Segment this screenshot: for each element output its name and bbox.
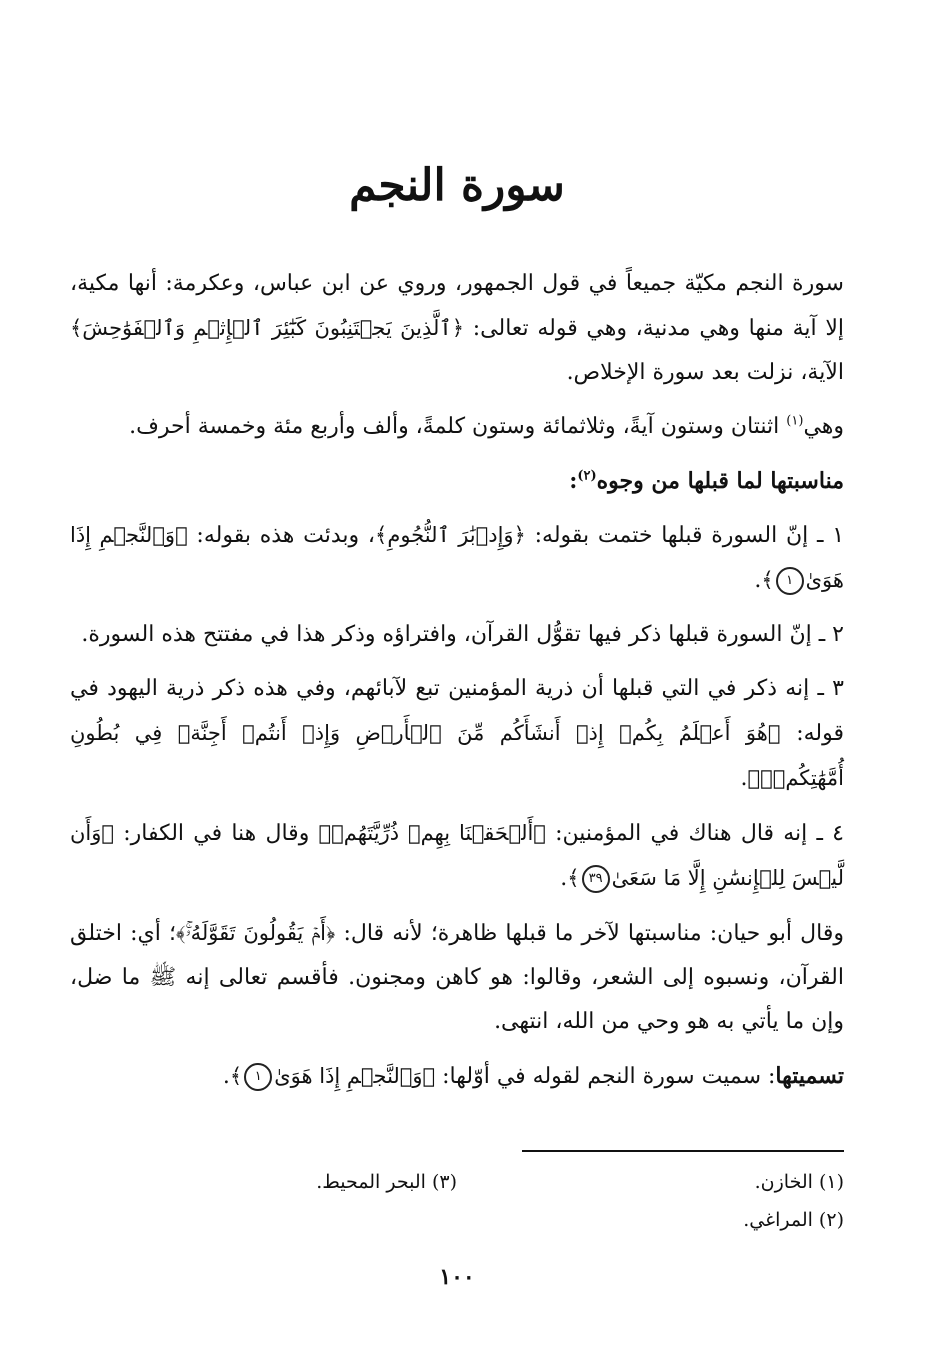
footnote-3: (٣) البحر المحيط. [316,1171,457,1193]
ayah-number-icon: ١ [244,1063,272,1091]
quran-verse: ﴿وَإِدۡبَٰرَ ٱلنُّجُومِ﴾ [375,523,526,547]
quran-verse: ﴿وَٱلنَّجۡمِ إِذَا هَوَىٰ [70,523,844,592]
bracket: ﴾ [229,1064,243,1088]
ayah-number-icon: ٣٩ [582,865,610,893]
text: سورة النجم مكيّة جميعاً في قول الجمهور، وروي عن ابن عباس، وعكرمة: أنها مكية، إلا آية منها وهي مدنية، وهي قوله تعالى: [70,271,844,341]
heading-text: تسميتها [775,1063,844,1089]
bracket: ﴾ [567,866,580,890]
text: . [222,1064,230,1089]
heading-text: مناسبتها لما قبلها من وجوه [596,468,844,494]
text: اثنتان وستون آيةً، وثلاثمائة وستون كلمةً، وألف وأربع مئة وخمسة أحرف. [129,414,787,439]
footnote-ref-1[interactable]: (١) [786,413,804,429]
text: ؛ أي: اختلق القرآن، ونسبوه إلى الشعر، وقالوا: هو كاهن ومجنون. فأقسم تعالى إنه ﷺ ما ضل، وإن ما يأتي به هو وحي من الله، انتهى. [70,921,844,1034]
text: ٣ ـ إنه ذكر في التي قبلها أن ذرية المؤمنين تبع لآبائهم، وفي هذه ذكر ذرية اليهود في قوله: [70,676,844,746]
quran-verse: ﴿ٱلَّذِينَ يَجۡتَنِبُونَ كَبَٰٓئِرَ ٱلۡإِثۡمِ وَٱلۡفَوَٰحِشَ﴾ [70,316,465,340]
text: ، وبدئت هذه بقوله: [187,523,376,548]
page [70,0,844,1363]
footnote-ref-2[interactable]: (٢) [577,468,597,484]
paragraph-intro [70,262,844,395]
paragraph-point-2 [70,613,844,657]
footnote-1: (١) الخازن. [754,1171,844,1193]
footnote-row [70,1163,844,1201]
ayah-number-icon: ١ [776,567,804,595]
text: . [754,568,762,593]
page-number: ١٠٠ [439,1264,475,1290]
paragraph-counts [70,405,844,449]
bracket: ﴾ [761,568,774,592]
paragraph-point-3 [70,667,844,801]
text: وقال هنا في الكفار: [114,821,319,846]
text: ٢ ـ إنّ السورة قبلها ذكر فيها تقوُّل القرآن، وافتراؤه وذكر هذا في مفتتح هذه السورة. [81,622,844,647]
quran-verse: ﴿هُوَ أَعۡلَمُ بِكُمۡ إِذۡ أَنشَأَكُم مِّنَ ٱلۡأَرۡضِ وَإِذۡ أَنتُمۡ أَجِنَّةٞ فِي بُطُونِ أُمَّهَٰتِكُمۡۖ﴾ [70,721,844,790]
text: وهي [803,414,844,439]
page-title: سورة النجم [349,160,565,211]
paragraph-naming [70,1054,844,1099]
paragraph-point-1 [70,513,844,603]
footnotes [70,1163,844,1239]
text: ١ ـ إنّ السورة قبلها ختمت بقوله: [525,523,845,548]
quran-verse: ﴿أَمۡ يَقُولُونَ تَقَوَّلَهُۥۚ﴾ [176,921,336,945]
text: ٤ ـ إنه قال هناك في المؤمنين: [545,821,844,846]
footnote-row [70,1201,844,1239]
text: . [560,866,568,891]
quran-verse: ﴿أَلۡحَقۡنَا بِهِمۡ ذُرِّيَّتَهُمۡ﴾ [318,821,546,845]
quran-verse: ﴿وَٱلنَّجۡمِ إِذَا هَوَىٰ [274,1064,436,1088]
section-heading-relation [70,459,844,503]
text: : [569,468,578,494]
footnote-divider [522,1150,844,1152]
quran-verse: ﴿وَأَن لَّيۡسَ لِلۡإِنسَٰنِ إِلَّا مَا سَعَىٰ [70,821,844,890]
text: الآية، نزلت بعد سورة الإخلاص. [566,360,844,385]
paragraph-abu-hayyan [70,911,844,1044]
main-text [70,262,844,1109]
footnote-2: (٢) المراغي. [743,1209,844,1231]
paragraph-point-4 [70,811,844,901]
text: . [740,766,748,791]
text: : سميت سورة النجم لقوله في أوّلها: [435,1064,776,1089]
text: وقال أبو حيان: مناسبتها لآخر ما قبلها ظاهرة؛ لأنه قال: [335,921,844,946]
